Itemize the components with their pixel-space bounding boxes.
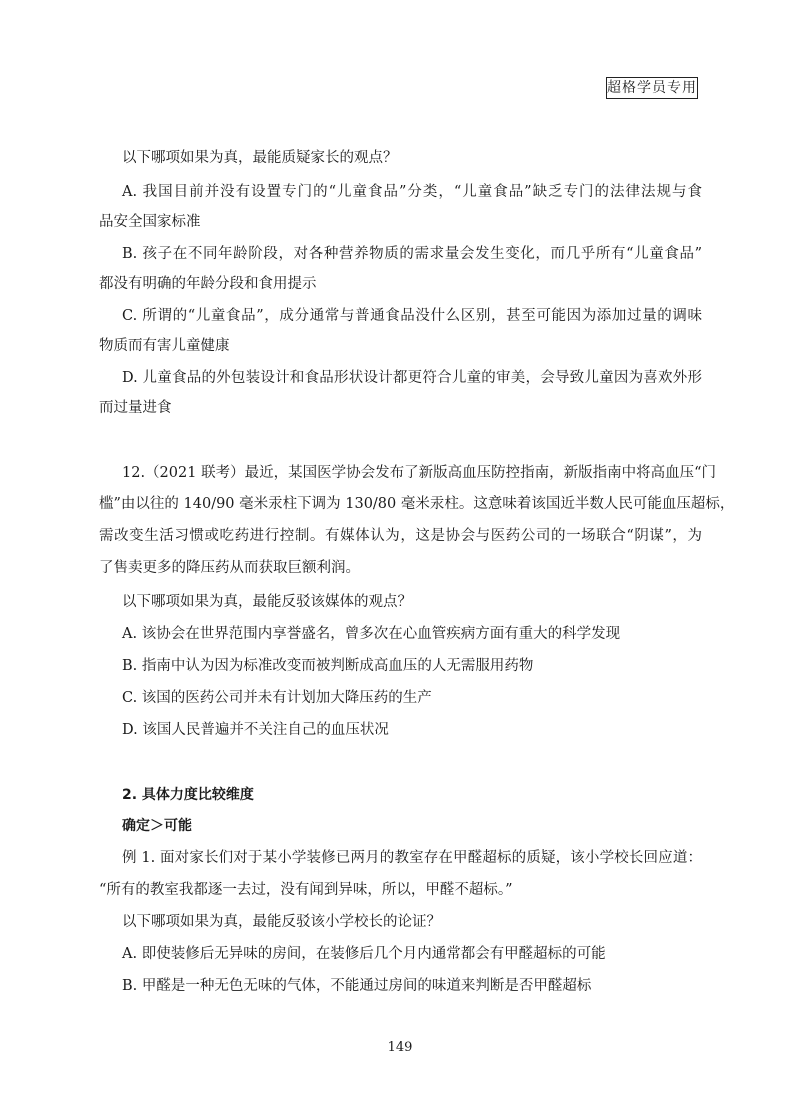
option-a-line-1: A. 我国目前并没有设置专门的“儿童食品”分类，“儿童食品”缺乏专门的法律法规与食 [122,184,702,200]
option-d-line-2: 而过量进食 [99,400,172,416]
option-d-line-1: D. 儿童食品的外包装设计和食品形状设计都更符合儿童的审美，会导致儿童因为喜欢外形 [122,370,702,386]
example-1-line-2: “所有的教室我都逐一去过，没有闻到异味，所以，甲醛不超标。” [99,882,513,898]
q12-option-b: B. 指南中认为因为标准改变而被判断成高血压的人无需服用药物 [122,658,534,674]
example-1-question: 以下哪项如果为真，最能反驳该小学校长的论证？ [122,914,441,930]
q12-option-a: A. 该协会在世界范围内享誉盛名，曾多次在心血管疾病方面有重大的科学发现 [122,626,621,642]
option-b-line-1: B. 孩子在不同年龄阶段，对各种营养物质的需求量会发生变化，而几乎所有“儿童食品” [122,246,702,262]
section-subheading: 确定＞可能 [122,818,192,834]
q12-paragraph-line-2: 槛”由以往的 140/90 毫米汞柱下调为 130/80 毫米汞柱。这意味着该国近半数人民可能血压超标， [99,496,735,512]
page-number: 149 [387,1040,413,1055]
section-heading: 2. 具体力度比较维度 [122,787,254,803]
q12-paragraph-line-4: 了售卖更多的降压药从而获取巨额利润。 [99,560,360,576]
example-1-option-a: A. 即使装修后无异味的房间，在装修后几个月内通常都会有甲醛超标的可能 [122,946,606,962]
q12-question: 以下哪项如果为真，最能反驳该媒体的观点？ [122,594,412,610]
example-1-line-1: 例 1. 面对家长们对于某小学装修已两月的教室存在甲醛超标的质疑，该小学校长回应道： [122,850,702,866]
example-1-option-b: B. 甲醛是一种无色无味的气体，不能通过房间的味道来判断是否甲醛超标 [122,978,592,994]
student-only-stamp: 超格学员专用 [606,77,698,99]
option-c-line-2: 物质而有害儿童健康 [99,338,230,354]
q12-option-c: C. 该国的医药公司并未有计划加大降压药的生产 [122,690,432,706]
question-prompt: 以下哪项如果为真，最能质疑家长的观点？ [122,150,398,166]
q12-paragraph-line-3: 需改变生活习惯或吃药进行控制。有媒体认为，这是协会与医药公司的一场联合“阴谋”，为 [99,528,702,544]
option-c-line-1: C. 所谓的“儿童食品”，成分通常与普通食品没什么区别，甚至可能因为添加过量的调味 [122,308,702,324]
option-a-line-2: 品安全国家标准 [99,214,201,230]
option-b-line-2: 都没有明确的年龄分段和食用提示 [99,276,317,292]
q12-paragraph-line-1: 12.（2021 联考）最近，某国医学协会发布了新版高血压防控指南，新版指南中将高血压“门 [122,465,716,481]
q12-option-d: D. 该国人民普遍并不关注自己的血压状况 [122,722,389,738]
